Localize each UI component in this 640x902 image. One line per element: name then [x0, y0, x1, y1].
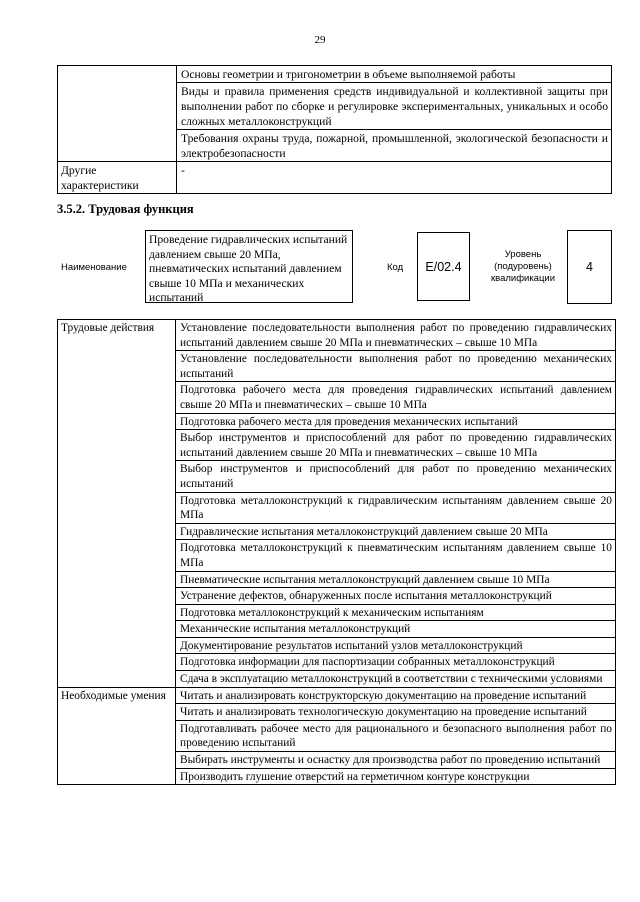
labor-actions-label: Трудовые действия — [58, 320, 176, 688]
table-row — [58, 320, 616, 351]
function-header — [57, 228, 617, 306]
labor-action-item: Установление последовательности выполнения работ по проведению гидравлических испытаний давлением свыше 20 МПа и пневматических – свыше 10 МПа — [176, 320, 616, 351]
page-number: 29 — [314, 34, 326, 46]
labor-action-item: Установление последовательности выполнения работ по проведению механических испытаний — [176, 351, 616, 382]
table-row — [58, 687, 616, 704]
skill-item: Подготавливать рабочее место для рационального и безопасного выполнения работ по проведению испытаний — [176, 720, 616, 751]
knowledge-item: Требования охраны труда, пожарной, промышленной, экологической безопасности и электробезопасности — [177, 130, 612, 162]
labor-action-item: Документирование результатов испытаний узлов металлоконструкций — [176, 637, 616, 654]
knowledge-item: Основы геометрии и тригонометрии в объеме выполняемой работы — [177, 66, 612, 83]
labor-action-item: Подготовка рабочего места для проведения гидравлических испытаний давлением свыше 20 МПа и пневматических – свыше 10 МПа — [176, 382, 616, 413]
skill-item: Выбирать инструменты и оснастку для производства работ по проведению испытаний — [176, 752, 616, 769]
labor-action-item: Сдача в эксплуатацию металлоконструкций в соответствии с техническими условиями — [176, 671, 616, 688]
labor-action-item: Механические испытания металлоконструкций — [176, 621, 616, 638]
name-label: Наименование — [61, 262, 127, 273]
skill-item: Читать и анализировать технологическую документацию на проведение испытаний — [176, 704, 616, 721]
required-skills-label: Необходимые умения — [58, 687, 176, 785]
labor-action-item: Подготовка металлоконструкций к пневматическим испытаниям давлением свыше 10 МПа — [176, 540, 616, 571]
other-characteristics-value: - — [177, 162, 612, 194]
function-code-box: E/02.4 — [417, 232, 470, 301]
skill-item: Читать и анализировать конструкторскую документацию на проведение испытаний — [176, 687, 616, 704]
labor-action-item: Гидравлические испытания металлоконструкций давлением свыше 20 МПа — [176, 523, 616, 540]
labor-action-item: Подготовка рабочего места для проведения механических испытаний — [176, 413, 616, 430]
level-label: Уровень (подуровень) квалификации — [490, 249, 556, 284]
labor-action-item: Устранение дефектов, обнаруженных после испытания металлоконструкций — [176, 588, 616, 605]
labor-action-item: Подготовка металлоконструкций к механическим испытаниям — [176, 604, 616, 621]
table-row — [58, 66, 612, 83]
labor-function-table — [57, 319, 616, 785]
table-row — [58, 162, 612, 194]
labor-action-item: Выбор инструментов и приспособлений для работ по проведению механических испытаний — [176, 461, 616, 492]
skill-item: Производить глушение отверстий на герметичном контуре конструкции — [176, 768, 616, 785]
labor-action-item: Пневматические испытания металлоконструкций давлением свыше 10 МПа — [176, 571, 616, 588]
labor-action-item: Подготовка информации для паспортизации собранных металлоконструкций — [176, 654, 616, 671]
qualification-level-box: 4 — [567, 230, 612, 304]
knowledge-continuation-table — [57, 65, 612, 194]
code-label: Код — [387, 262, 404, 273]
labor-action-item: Выбор инструментов и приспособлений для работ по проведению гидравлических испытаний давлением свыше 20 МПа и пневматических – свыше 10 МПа — [176, 430, 616, 461]
function-name-box: Проведение гидравлических испытаний давлением свыше 20 МПа, пневматических испытаний давлением свыше 10 МПа и механических испытаний — [145, 230, 353, 303]
knowledge-item: Виды и правила применения средств индивидуальной и коллективной защиты при выполнении работ по сборке и регулировке экспериментальных, уникальных и особо сложных металлоконструкций — [177, 83, 612, 130]
empty-label-cell — [58, 66, 177, 162]
section-heading: 3.5.2. Трудовая функция — [57, 202, 194, 216]
other-characteristics-label: Другие характеристики — [58, 162, 177, 194]
labor-action-item: Подготовка металлоконструкций к гидравлическим испытаниям давлением свыше 20 МПа — [176, 492, 616, 523]
